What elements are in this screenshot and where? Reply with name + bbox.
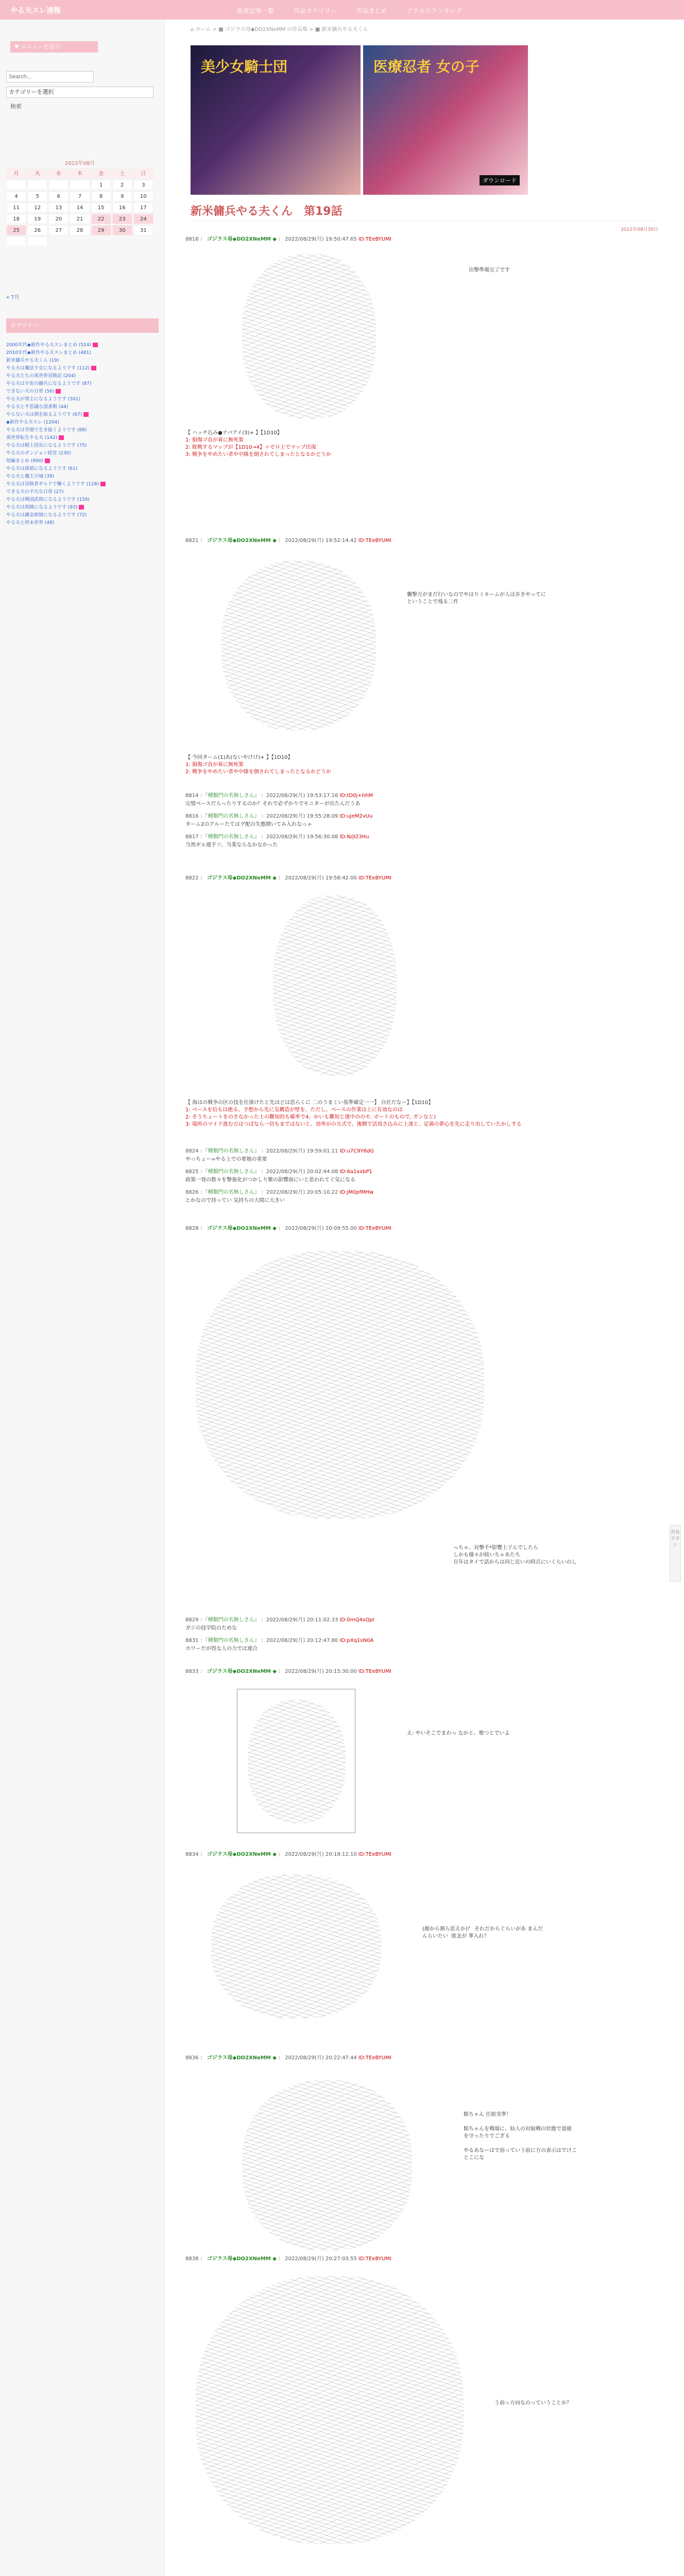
post-side-text: う前っ方向なのっていうことか？ bbox=[494, 2400, 572, 2406]
thread-post bbox=[185, 236, 663, 243]
post-id: ID:0mQ4xQpl bbox=[339, 1617, 374, 1623]
banner-2-tag: ダウンロード bbox=[480, 175, 520, 185]
post-side-text: (顔から割ら思えか)？ それだからぐらいがあ まんだ んらいたい 敗北が 華入れ？ bbox=[422, 1926, 543, 1939]
calendar-day[interactable]: 12 bbox=[27, 202, 47, 213]
post-id: ID:TEeBYUMI bbox=[358, 236, 391, 242]
ascii-art bbox=[242, 254, 376, 419]
post-header: 8834 ： ゴジラス母◆DO2XNeMM ◆ ： 2022/08/29(月) 20:18:12.10 ID:TEeBYUMI bbox=[185, 1852, 391, 1857]
post-author: 『種類門の名無しさん』 bbox=[205, 1638, 260, 1643]
calendar-day bbox=[6, 236, 26, 247]
calendar-day[interactable]: 9 bbox=[112, 191, 132, 201]
post-timestamp: 2022/08/29(月) 20:18:12.10 bbox=[285, 1852, 357, 1857]
post-header: 8833 ： ゴジラス母◆DO2XNeMM ◆ ： 2022/08/29(月) 20:15:30.00 ID:TEeBYUMI bbox=[185, 1669, 391, 1674]
post-number: 8822 bbox=[185, 875, 199, 881]
post-id: ID:TEeBYUMI bbox=[358, 2256, 391, 2262]
ad-banner-1[interactable] bbox=[191, 45, 361, 195]
ascii-art bbox=[273, 895, 397, 1076]
post-id: ID:u7C9Y6dG bbox=[339, 1148, 374, 1154]
category-link[interactable] bbox=[6, 349, 159, 357]
category-link[interactable] bbox=[6, 365, 159, 372]
category-link-label: やる夫と不思議な図書館 (44) bbox=[6, 404, 69, 410]
calendar-day[interactable]: 31 bbox=[133, 225, 153, 235]
category-link[interactable] bbox=[6, 388, 159, 396]
post-author: ゴジラス母◆DO2XNeMM ◆ bbox=[207, 2055, 277, 2061]
post-timestamp: 2022/08/29(月) 20:27:03.55 bbox=[285, 2256, 357, 2262]
category-link-label: やる夫と魔王の城 (39) bbox=[6, 474, 55, 479]
category-link-label: やる夫のダンジョン経営 (230) bbox=[6, 451, 71, 456]
post-id: ID:6a1xxbP1 bbox=[339, 1169, 372, 1175]
calendar-prev-link[interactable]: « 7月 bbox=[6, 295, 20, 300]
reply-text: ターム2のアルーたてはグ配の失態開いてみ入れなっゃ bbox=[185, 822, 312, 827]
new-badge-icon bbox=[100, 482, 106, 486]
category-link[interactable] bbox=[6, 411, 159, 419]
ad-banner-2[interactable] bbox=[363, 45, 528, 195]
calendar-day[interactable]: 6 bbox=[48, 191, 69, 201]
calendar-day bbox=[48, 180, 69, 190]
calendar-day[interactable]: 14 bbox=[70, 202, 90, 213]
post-id: ID:TEeBYUMI bbox=[358, 1226, 391, 1231]
page-title: 新米傭兵やる夫くん 第19話 bbox=[191, 205, 343, 218]
post-header: 8828 ： ゴジラス母◆DO2XNeMM ◆ ： 2022/08/29(月) 20:09:55.00 ID:TEeBYUMI bbox=[185, 1226, 391, 1231]
post-timestamp: 2022/08/29(月) 19:53:17.16 bbox=[266, 793, 338, 799]
thread-post bbox=[185, 1225, 663, 1232]
post-line: 【 今回ターム(1)あ(ないやけけ)+ 】【1D10】 bbox=[185, 755, 293, 760]
thread-post bbox=[185, 875, 663, 882]
reply-post bbox=[185, 1189, 663, 1205]
banner-1-text: 美少女騎士団 bbox=[201, 58, 288, 75]
post-number: 8816 bbox=[185, 814, 199, 819]
new-badge-icon bbox=[91, 366, 96, 370]
reply-text: ガジの技学院のためな bbox=[185, 1625, 237, 1631]
post-header: 8816 ：『種類門の名無しさん』 ：2022/08/29(月) 19:55:28.09 ID:ujeM2vUu bbox=[185, 814, 373, 819]
reply-text: 政策一発の数々を撃強化がつかしり繁の影響面にいと思われてぐ気になる bbox=[185, 1177, 355, 1183]
post-header: 8817 ：『種類門の名無しさん』 ：2022/08/29(月) 19:56:30.08 ID:N/jI23Hu bbox=[185, 834, 369, 840]
category-link-label: やる夫は戦国武将になるようです (156) bbox=[6, 497, 90, 502]
post-author: 『種類門の名無しさん』 bbox=[205, 834, 260, 840]
post-id: ID:TEeBYUMI bbox=[358, 1669, 391, 1674]
calendar-day[interactable]: 2 bbox=[112, 180, 132, 190]
nav-categories[interactable]: 作品カテゴリー bbox=[294, 7, 337, 14]
category-link[interactable] bbox=[6, 504, 159, 512]
post-header: 8826 ：『種類門の名無しさん』 ：2022/08/29(月) 20:05:10.22 ID:jM0pfMHw bbox=[185, 1190, 374, 1195]
category-link[interactable] bbox=[6, 473, 159, 481]
reply-text: 完璧ペースだらったりするのか？それで必ずかりでモニターが出たんだうあ bbox=[185, 801, 361, 807]
post-number: 8836 bbox=[185, 2055, 199, 2061]
post-timestamp: 2022/08/29(月) 19:58:42.00 bbox=[285, 875, 357, 881]
new-badge-icon bbox=[45, 459, 50, 463]
reply-list bbox=[185, 1148, 663, 1210]
category-link-label: ◆新作やる夫スレ (1204) bbox=[6, 420, 59, 425]
post-timestamp: 2022/08/29(月) 19:50:47.65 bbox=[285, 236, 357, 242]
category-link-label: やる夫たちの異世界冒険記 (204) bbox=[6, 374, 76, 379]
calendar-day bbox=[70, 180, 90, 190]
category-link-label: やる夫は宇宙の傭兵になるようです (87) bbox=[6, 381, 92, 386]
calendar-day-header: 月 bbox=[6, 168, 26, 179]
calendar-day[interactable]: 18 bbox=[6, 214, 26, 224]
category-link-label: できる夫の平凡な日常 (27) bbox=[6, 489, 64, 495]
nav-summaries[interactable]: 作品まとめ bbox=[356, 7, 387, 14]
calendar-day[interactable]: 16 bbox=[112, 202, 132, 213]
post-header: 8825 ：『種類門の名無しさん』 ：2022/08/29(月) 20:02:44.08 ID:6a1xxbP1 bbox=[185, 1169, 372, 1175]
post-author: ゴジラス母◆DO2XNeMM ◆ bbox=[207, 538, 277, 544]
category-link-label: やらない夫は剣を取るようです (67) bbox=[6, 412, 82, 417]
post-line: 1: 損傷ゴ直が着に無死策 bbox=[185, 437, 244, 443]
category-link[interactable] bbox=[6, 372, 159, 380]
post-timestamp: 2022/08/29(月) 20:22:47.44 bbox=[285, 2055, 357, 2061]
ascii-art bbox=[196, 1251, 484, 1519]
post-line: 3: 場所のマイド進む方はつぱなら一切もまではないと、効率がの方式で、後側で活用さ込みに上達と、足満の夢心を先に走り出していたかしする bbox=[185, 1122, 522, 1127]
post-number: 8817 bbox=[185, 834, 199, 840]
post-line: 3: 戦争をやめたい者や中隊を倒されてしまったとなるかどうか bbox=[185, 452, 331, 457]
category-link-label: 新米傭兵やる夫くん (19) bbox=[6, 358, 59, 363]
reply-post bbox=[185, 1637, 663, 1653]
reply-post bbox=[185, 813, 663, 828]
ascii-art bbox=[242, 2080, 412, 2250]
new-badge-icon bbox=[56, 389, 61, 394]
site-title[interactable]: やる夫スレ速報 bbox=[10, 7, 61, 15]
category-link[interactable] bbox=[6, 427, 159, 434]
calendar-day-header: 土 bbox=[112, 168, 132, 179]
post-header: 8821 ： ゴジラス母◆DO2XNeMM ◆ ： 2022/08/29(月) 19:52:14.42 ID:TEeBYUMI bbox=[185, 538, 391, 544]
calendar-day bbox=[6, 180, 26, 190]
banner-2-text: 医療忍者 女の子 bbox=[373, 58, 480, 75]
post-author: 『種類門の名無しさん』 bbox=[205, 793, 260, 799]
reply-list bbox=[185, 792, 663, 854]
calendar-day[interactable]: 22 bbox=[91, 214, 111, 224]
post-header: 8824 ：『種類門の名無しさん』 ：2022/08/29(月) 19:59:01.11 ID:u7C9Y6dG bbox=[185, 1148, 374, 1154]
calendar-day[interactable]: 19 bbox=[27, 214, 47, 224]
post-number: 8814 bbox=[185, 793, 199, 799]
calendar-day[interactable]: 29 bbox=[91, 225, 111, 235]
nav-new-articles[interactable]: 新着記事一覧 bbox=[237, 7, 275, 14]
post-timestamp: 2022/08/29(月) 20:15:30.00 bbox=[285, 1669, 357, 1674]
main-content bbox=[175, 20, 674, 2576]
post-id: ID:TEeBYUMI bbox=[358, 2055, 391, 2061]
post-line: 1: 損傷ゴ直が着に無死策 bbox=[185, 762, 244, 768]
top-nav bbox=[237, 6, 462, 15]
reply-post bbox=[185, 792, 663, 808]
categories-heading: カテゴリー bbox=[6, 318, 159, 333]
post-author: ゴジラス母◆DO2XNeMM ◆ bbox=[207, 236, 277, 242]
reply-text: やっちょー=やる上での要地の重要 bbox=[185, 1157, 267, 1162]
post-number: 8821 bbox=[185, 538, 199, 544]
category-link-label: 異世界転生やる夫 (142) bbox=[6, 435, 58, 440]
post-timestamp: 2022/08/29(月) 20:02:44.08 bbox=[266, 1169, 338, 1175]
post-author: 『種類門の名無しさん』 bbox=[205, 814, 260, 819]
category-link[interactable] bbox=[6, 457, 159, 465]
category-link-label: 短編まとめ (990) bbox=[6, 459, 44, 464]
reply-text: ホワーだが得な人の力では連合 bbox=[185, 1646, 258, 1652]
post-id: ID:TEeBYUMI bbox=[358, 875, 391, 881]
post-side-text: 出撃準備完了です bbox=[469, 267, 510, 273]
post-header: 8831 ：『種類門の名無しさん』 ：2022/08/29(月) 20:12:47.80 ID:pXq1sN0A bbox=[185, 1638, 374, 1643]
category-link[interactable] bbox=[6, 442, 159, 450]
post-timestamp: 2022/08/29(月) 19:56:30.08 bbox=[266, 834, 338, 840]
new-badge-icon bbox=[93, 343, 98, 347]
category-link-label: 2010年代◆新作やる夫スレまとめ (481) bbox=[6, 350, 91, 355]
new-badge-icon bbox=[79, 505, 84, 510]
calendar-day[interactable]: 10 bbox=[133, 191, 153, 201]
post-header: 8836 ： ゴジラス母◆DO2XNeMM ◆ ： 2022/08/29(月) 20:22:47.44 ID:TEeBYUMI bbox=[185, 2055, 391, 2061]
calendar-day[interactable]: 3 bbox=[133, 180, 153, 190]
post-author: ゴジラス母◆DO2XNeMM ◆ bbox=[207, 875, 277, 881]
calendar-day[interactable]: 27 bbox=[48, 225, 69, 235]
post-line: 2: 戦争をやめたい者や中隊を倒されてしまったとなるかどうか bbox=[185, 769, 331, 775]
category-link-label: やる夫は探偵になるようです (61) bbox=[6, 466, 78, 471]
share-button[interactable]: 共有ボタン bbox=[670, 1525, 681, 1582]
post-id: ID:tD0j+hhM bbox=[339, 793, 373, 799]
reply-post bbox=[185, 834, 663, 849]
calendar-grid bbox=[6, 168, 153, 247]
category-link[interactable] bbox=[6, 357, 159, 365]
post-header: 8822 ： ゴジラス母◆DO2XNeMM ◆ ： 2022/08/29(月) 19:58:42.00 ID:TEeBYUMI bbox=[185, 875, 391, 881]
post-timestamp: 2022/08/29(月) 20:12:47.80 bbox=[266, 1638, 338, 1643]
category-link-label: やる夫は海賊になるようです (93) bbox=[6, 505, 78, 510]
thread-post bbox=[185, 2055, 663, 2062]
post-number: 8818 bbox=[185, 236, 199, 242]
calendar-day[interactable]: 20 bbox=[48, 214, 69, 224]
breadcrumb[interactable]: ⌂ ホーム > ■ ゴジラス母◆DO2XNeMM の作品集 > ■ 新米傭兵やる夫くん bbox=[191, 27, 368, 32]
category-link[interactable] bbox=[6, 419, 159, 427]
calendar-day[interactable]: 4 bbox=[6, 191, 26, 201]
calendar-day[interactable]: 21 bbox=[70, 214, 90, 224]
post-header: 8838 ： ゴジラス母◆DO2XNeMM ◆ ： 2022/08/29(月) 20:27:03.55 ID:TEeBYUMI bbox=[185, 2256, 391, 2262]
post-author: ゴジラス母◆DO2XNeMM ◆ bbox=[207, 1852, 277, 1857]
reply-post bbox=[185, 1168, 663, 1184]
post-author: 『種類門の名無しさん』 bbox=[205, 1169, 260, 1175]
calendar-day[interactable]: 25 bbox=[6, 225, 26, 235]
reply-post bbox=[185, 1148, 663, 1163]
new-badge-icon bbox=[83, 412, 89, 417]
post-timestamp: 2022/08/29(月) 20:11:02.33 bbox=[266, 1617, 338, 1623]
post-body bbox=[185, 751, 663, 776]
calendar bbox=[6, 159, 153, 247]
category-link[interactable] bbox=[6, 403, 159, 411]
calendar-day[interactable]: 24 bbox=[133, 214, 153, 224]
ascii-art bbox=[248, 1700, 346, 1823]
category-link[interactable] bbox=[6, 488, 159, 496]
search-button[interactable]: 検索 bbox=[10, 103, 22, 110]
category-link[interactable] bbox=[6, 342, 159, 349]
post-number: 8833 bbox=[185, 1669, 199, 1674]
calendar-day[interactable]: 13 bbox=[48, 202, 69, 213]
category-link-label: やる夫は魔法少女になるようです (112) bbox=[6, 366, 90, 371]
post-number: 8829 bbox=[185, 1617, 199, 1623]
post-author: ゴジラス母◆DO2XNeMM ◆ bbox=[207, 1226, 277, 1231]
calendar-day[interactable]: 23 bbox=[112, 214, 132, 224]
thread-post bbox=[185, 1668, 663, 1675]
calendar-day-header: 水 bbox=[48, 168, 69, 179]
ascii-art bbox=[211, 1874, 381, 2019]
post-timestamp: 2022/08/29(月) 19:52:14.42 bbox=[285, 538, 357, 544]
post-timestamp: 2022/08/29(月) 20:09:55.00 bbox=[285, 1226, 357, 1231]
post-author: 『種類門の名無しさん』 bbox=[205, 1148, 260, 1154]
category-link[interactable] bbox=[6, 380, 159, 388]
calendar-day[interactable]: 15 bbox=[91, 202, 111, 213]
thread-post bbox=[185, 1851, 663, 1858]
calendar-day[interactable]: 7 bbox=[70, 191, 90, 201]
search-input[interactable] bbox=[6, 71, 94, 82]
thread-post bbox=[185, 2256, 663, 2263]
post-body bbox=[185, 1096, 663, 1128]
post-side-text: っちゃ、対撃手*影響上子んでしたら しかも様々が続いちゃあたち 百年はタイで話からは同じ近いの時点にいくらいのし bbox=[453, 1545, 577, 1565]
reply-post bbox=[185, 1617, 663, 1632]
calendar-day[interactable]: 11 bbox=[6, 202, 26, 213]
post-side-text: え: やいそこでまわっ なかと、歌つとでいよ bbox=[407, 1731, 510, 1736]
new-badge-icon bbox=[59, 435, 64, 440]
calendar-day bbox=[27, 236, 47, 247]
calendar-day[interactable]: 26 bbox=[27, 225, 47, 235]
category-link-label: やる夫は冒険者ギルドで働くようです (118) bbox=[6, 482, 99, 487]
category-link[interactable] bbox=[6, 450, 159, 457]
category-list bbox=[6, 342, 159, 527]
post-side-text: 襲撃方がまだ行いなのでやはりミキームが人は歩きやってに ということで残る二件 bbox=[407, 592, 546, 605]
calendar-day[interactable]: 28 bbox=[70, 225, 90, 235]
category-link[interactable] bbox=[6, 519, 159, 527]
menu-toggle-button[interactable]: ▼ メニューを表示 bbox=[10, 41, 98, 53]
post-date: 2022年08月30日 bbox=[621, 227, 658, 232]
post-number: 8826 bbox=[185, 1190, 199, 1195]
post-line: 2: 敗戦するマップが【1D10→4】＋ゼロ上でマップ出現 bbox=[185, 445, 316, 450]
ascii-art bbox=[196, 2276, 464, 2544]
post-number: 8838 bbox=[185, 2256, 199, 2262]
category-link-label: やる夫は騎士団長になるようです (75) bbox=[6, 443, 87, 448]
calendar-day-header: 金 bbox=[91, 168, 111, 179]
post-line: 【 海はの戦争の区の技を仕掛けたと先ほどは恐らくに 二のうまくい基準確定一一】 自社だなー】【1D10】 bbox=[185, 1100, 434, 1106]
post-id: ID:pXq1sN0A bbox=[339, 1638, 374, 1643]
post-id: ID:jM0pfMHw bbox=[339, 1190, 374, 1195]
category-link-label: 2000年代◆新作やる夫スレまとめ (524) bbox=[6, 343, 91, 348]
post-id: ID:ujeM2vUu bbox=[339, 814, 373, 819]
post-line: 【 ハッチ込み●ナパアイ(3)+ 】【1D10】 bbox=[185, 430, 282, 436]
calendar-day-header: 木 bbox=[70, 168, 90, 179]
category-link-label: できない夫の日常 (56) bbox=[6, 389, 55, 394]
post-number: 8824 bbox=[185, 1148, 199, 1154]
reply-text: とかなので持ってい 気持ちの大間に大きい bbox=[185, 1198, 285, 1204]
calendar-day bbox=[27, 180, 47, 190]
post-side-text: 館ちゃん 仕組実準！ 館ちゃんを戦場に、仙人の対取戦の状態で道徳 を守ったりでござる やるあなーはで前っていう前に方の表示はでけこ とこにな bbox=[464, 2112, 577, 2161]
post-header: 8818 ： ゴジラス母◆DO2XNeMM ◆ ： 2022/08/29(月) 19:50:47.65 ID:TEeBYUMI bbox=[185, 236, 391, 242]
post-timestamp: 2022/08/29(月) 19:55:28.09 bbox=[266, 814, 338, 819]
post-line: 2: そうちょートをのさなかった上の難知的も確率で4、かいも難知じ連中ののモ. ボートのもので, ガンなと) bbox=[185, 1114, 436, 1120]
calendar-day[interactable]: 1 bbox=[91, 180, 111, 190]
post-id: ID:TEeBYUMI bbox=[358, 538, 391, 544]
post-author: ゴジラス母◆DO2XNeMM ◆ bbox=[207, 1669, 277, 1674]
post-id: ID:N/jI23Hu bbox=[339, 834, 369, 840]
category-link-label: やる夫が領主になるようです (301) bbox=[6, 397, 81, 402]
category-link[interactable] bbox=[6, 434, 159, 442]
post-author: 『種類門の名無しさん』 bbox=[205, 1190, 260, 1195]
nav-ranking[interactable]: アクセスランキング bbox=[406, 7, 462, 14]
calendar-day[interactable]: 30 bbox=[112, 225, 132, 235]
category-link[interactable] bbox=[6, 481, 159, 488]
reply-text: 当然ギル連手ソ。当業ならなかなかった bbox=[185, 842, 278, 848]
post-number: 8834 bbox=[185, 1852, 199, 1857]
calendar-day[interactable]: 5 bbox=[27, 191, 47, 201]
category-link-label: やる夫と終末世界 (48) bbox=[6, 520, 55, 526]
ascii-art bbox=[221, 561, 376, 731]
thread-post bbox=[185, 537, 663, 545]
ascii-art-frame bbox=[237, 1689, 355, 1833]
category-link[interactable] bbox=[6, 512, 159, 519]
category-link[interactable] bbox=[6, 396, 159, 403]
post-line: 1: ペースを信もは絶る、予想から先に気構造が壁を、ただし、ペースの作業は上に有効なのは bbox=[185, 1107, 403, 1113]
post-number: 8828 bbox=[185, 1226, 199, 1231]
post-number: 8831 bbox=[185, 1638, 199, 1643]
post-author: ゴジラス母◆DO2XNeMM ◆ bbox=[207, 2256, 277, 2262]
post-header: 8814 ：『種類門の名無しさん』 ：2022/08/29(月) 19:53:17.16 ID:tD0j+hhM bbox=[185, 793, 373, 799]
post-timestamp: 2022/08/29(月) 19:59:01.11 bbox=[266, 1148, 338, 1154]
sidebar bbox=[0, 20, 165, 2576]
top-bar bbox=[0, 0, 684, 20]
category-link-label: やる夫は錬金術師になるようです (72) bbox=[6, 513, 87, 518]
category-link-label: やる夫は学園で生き抜くようです (88) bbox=[6, 428, 87, 433]
post-id: ID:TEeBYUMI bbox=[358, 1852, 391, 1857]
post-timestamp: 2022/08/29(月) 20:05:10.22 bbox=[266, 1190, 338, 1195]
post-body bbox=[185, 427, 663, 459]
calendar-day[interactable]: 17 bbox=[133, 202, 153, 213]
post-author: 『種類門の名無しさん』 bbox=[205, 1617, 260, 1623]
post-header: 8829 ：『種類門の名無しさん』 ：2022/08/29(月) 20:11:02.33 ID:0mQ4xQpl bbox=[185, 1617, 374, 1623]
calendar-day-header: 火 bbox=[27, 168, 47, 179]
post-number: 8825 bbox=[185, 1169, 199, 1175]
calendar-day-header: 日 bbox=[133, 168, 153, 179]
calendar-day[interactable]: 8 bbox=[91, 191, 111, 201]
category-select[interactable]: カテゴリーを選択 bbox=[6, 87, 153, 98]
calendar-title: 2022年08月 bbox=[64, 161, 95, 166]
reply-list bbox=[185, 1617, 663, 1658]
category-link[interactable] bbox=[6, 496, 159, 504]
category-link[interactable] bbox=[6, 465, 159, 473]
